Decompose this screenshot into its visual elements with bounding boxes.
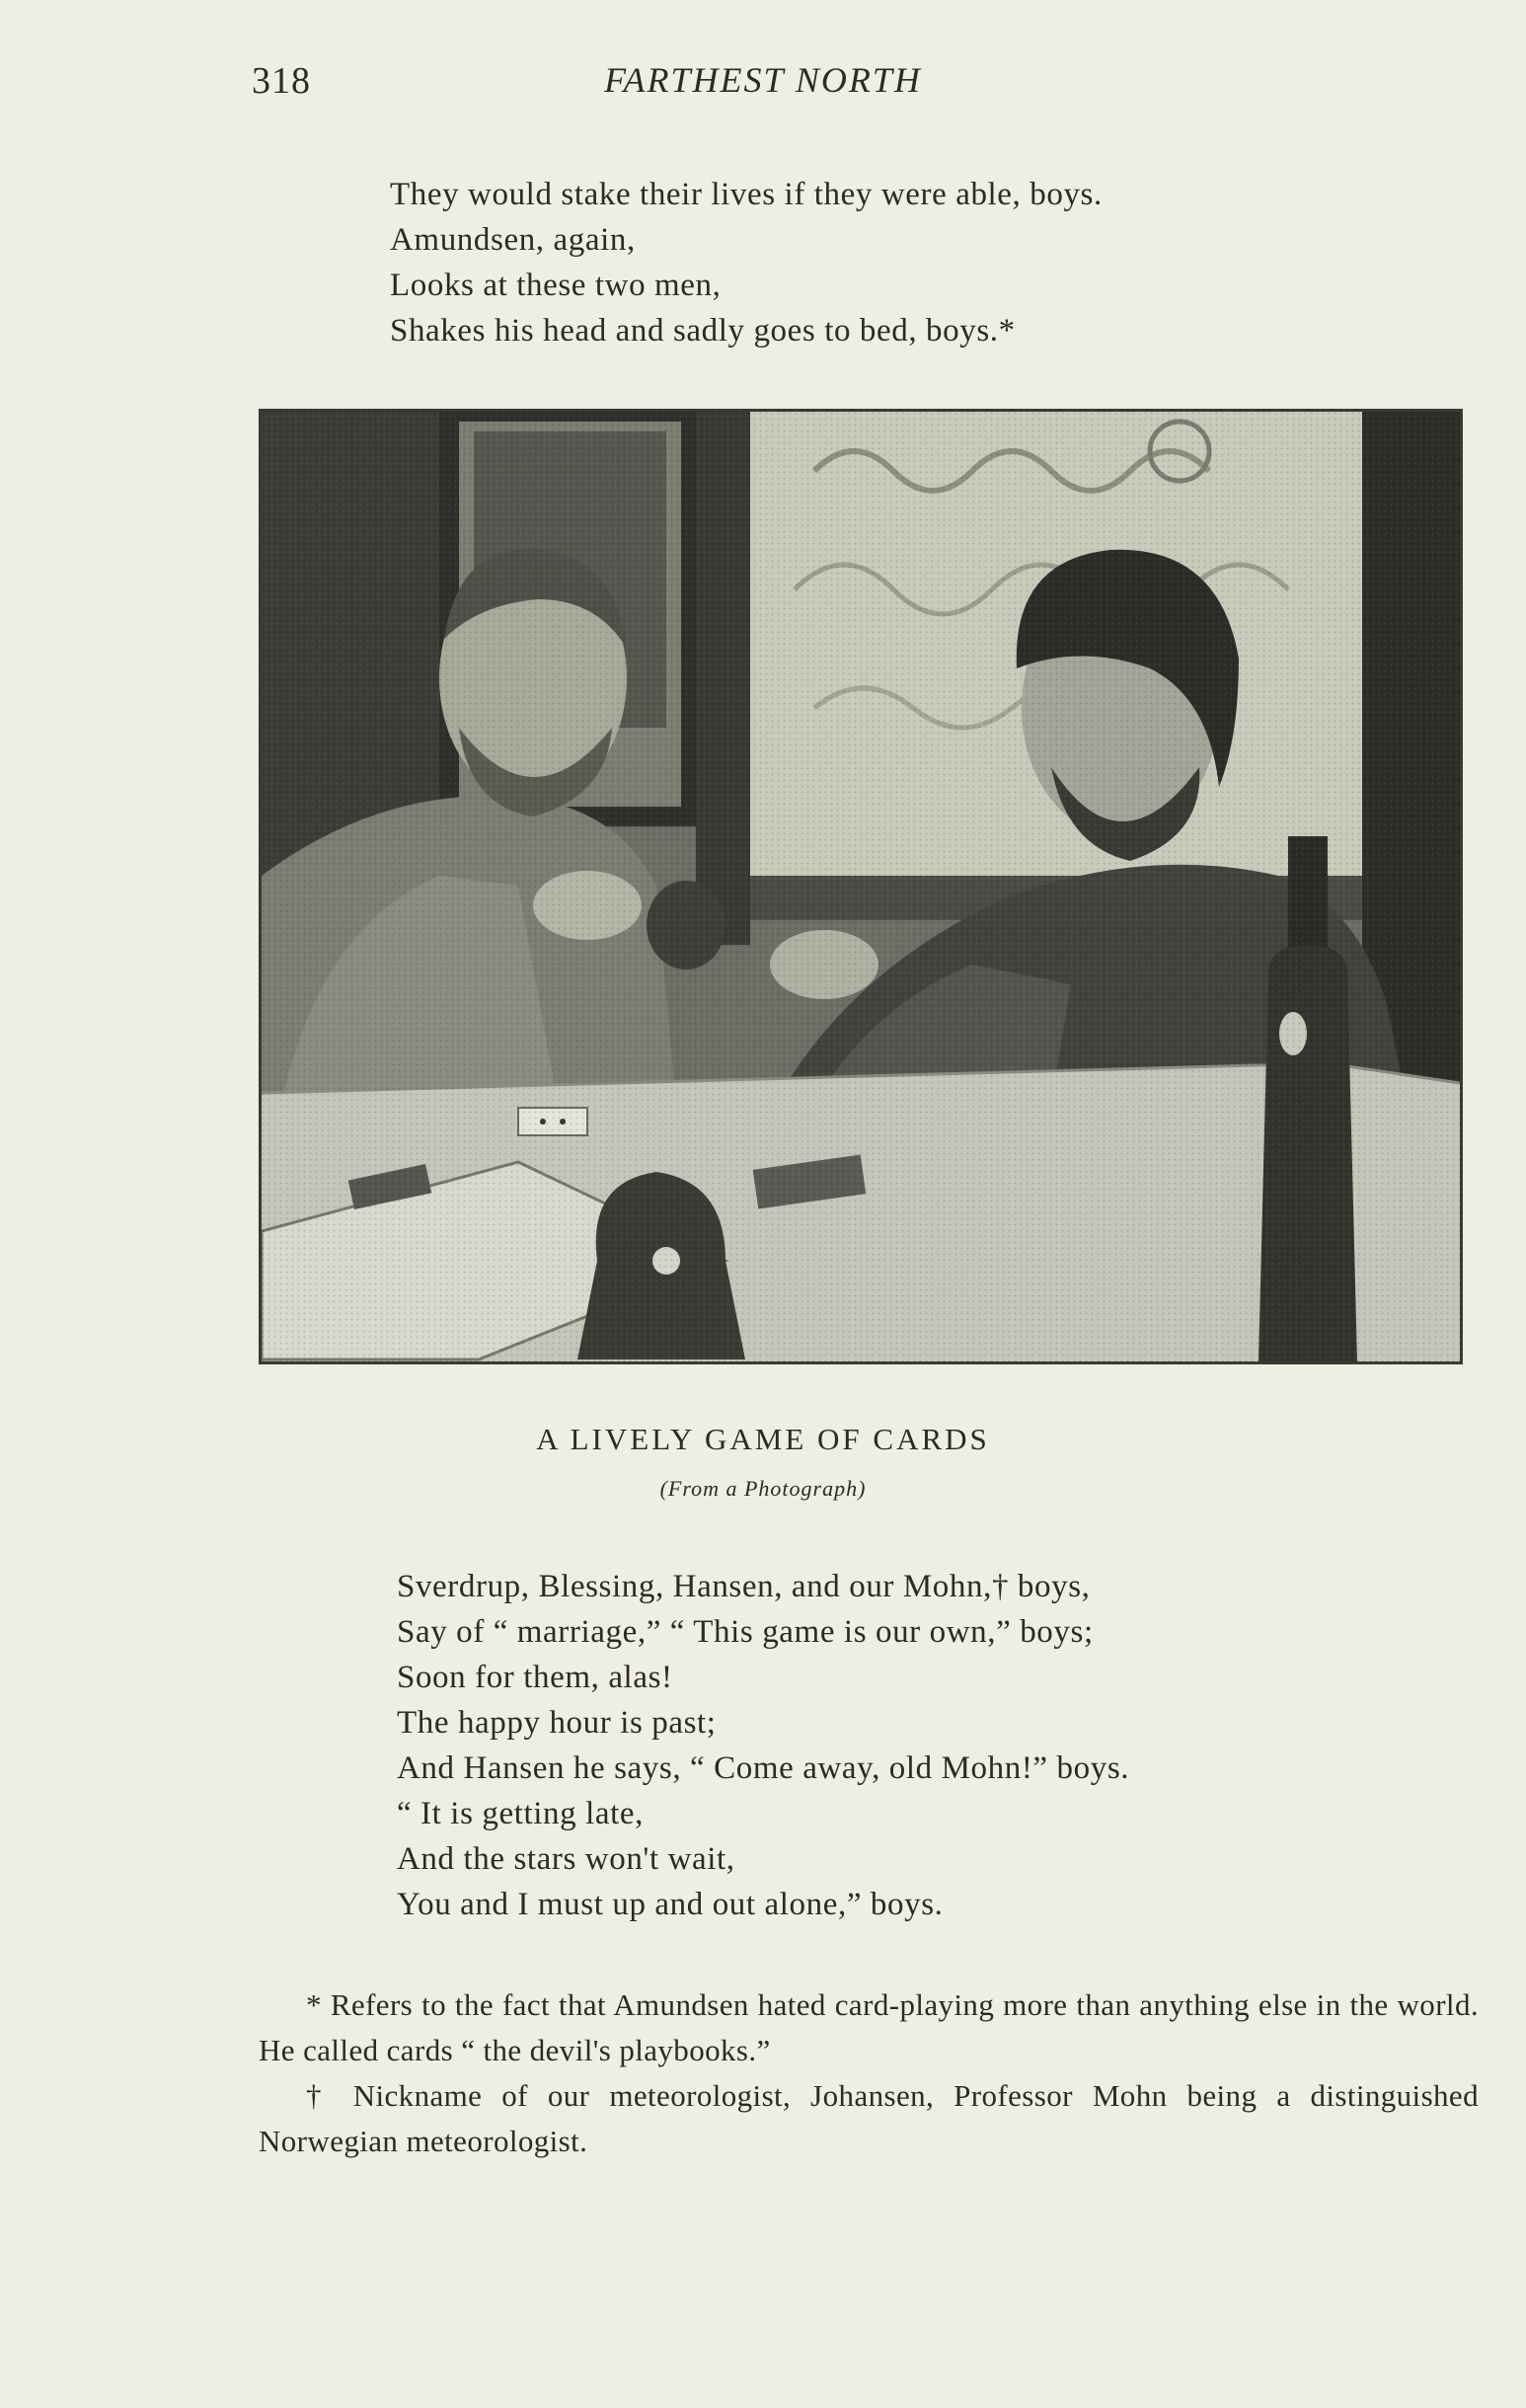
- verse-line: The happy hour is past;: [397, 1705, 717, 1741]
- figure-caption: A LIVELY GAME OF CARDS: [536, 1422, 990, 1456]
- verse-line: Say of “ marriage,” “ This game is our own,” boys;: [397, 1614, 1094, 1650]
- footnote-asterisk: * Refers to the fact that Amundsen hated card-playing more than anything else in the world. He called cards “ the devil's playbooks.”: [259, 1987, 1479, 2067]
- verse-top: [390, 172, 1103, 353]
- photograph-card-players: [259, 409, 1463, 1364]
- verse-line: You and I must up and out alone,” boys.: [397, 1887, 944, 1922]
- verse-line: Amundsen, again,: [390, 222, 636, 258]
- verse-line: Sverdrup, Blessing, Hansen, and our Mohn,† boys,: [397, 1569, 1091, 1604]
- running-title: FARTHEST NORTH: [604, 60, 922, 100]
- verse-line: Looks at these two men,: [390, 268, 722, 303]
- verse-line: “ It is getting late,: [397, 1796, 644, 1831]
- figure-credit: (From a Photograph): [659, 1476, 867, 1501]
- photograph-illustration: [262, 412, 1460, 1361]
- footnotes: [259, 1982, 1479, 2164]
- verse-line: Soon for them, alas!: [397, 1660, 673, 1695]
- verse-line: They would stake their lives if they were able, boys.: [390, 177, 1103, 212]
- verse-line: Shakes his head and sadly goes to bed, boys.*: [390, 313, 1016, 349]
- page-number: 318: [252, 60, 311, 102]
- verse-line: And the stars won't wait,: [397, 1841, 735, 1877]
- verse-bottom: [397, 1564, 1129, 1927]
- footnote-dagger: † Nickname of our meteorologist, Johansen, Professor Mohn being a distinguished Norwegian meteorologist.: [259, 2078, 1479, 2158]
- verse-line: And Hansen he says, “ Come away, old Mohn!” boys.: [397, 1750, 1130, 1786]
